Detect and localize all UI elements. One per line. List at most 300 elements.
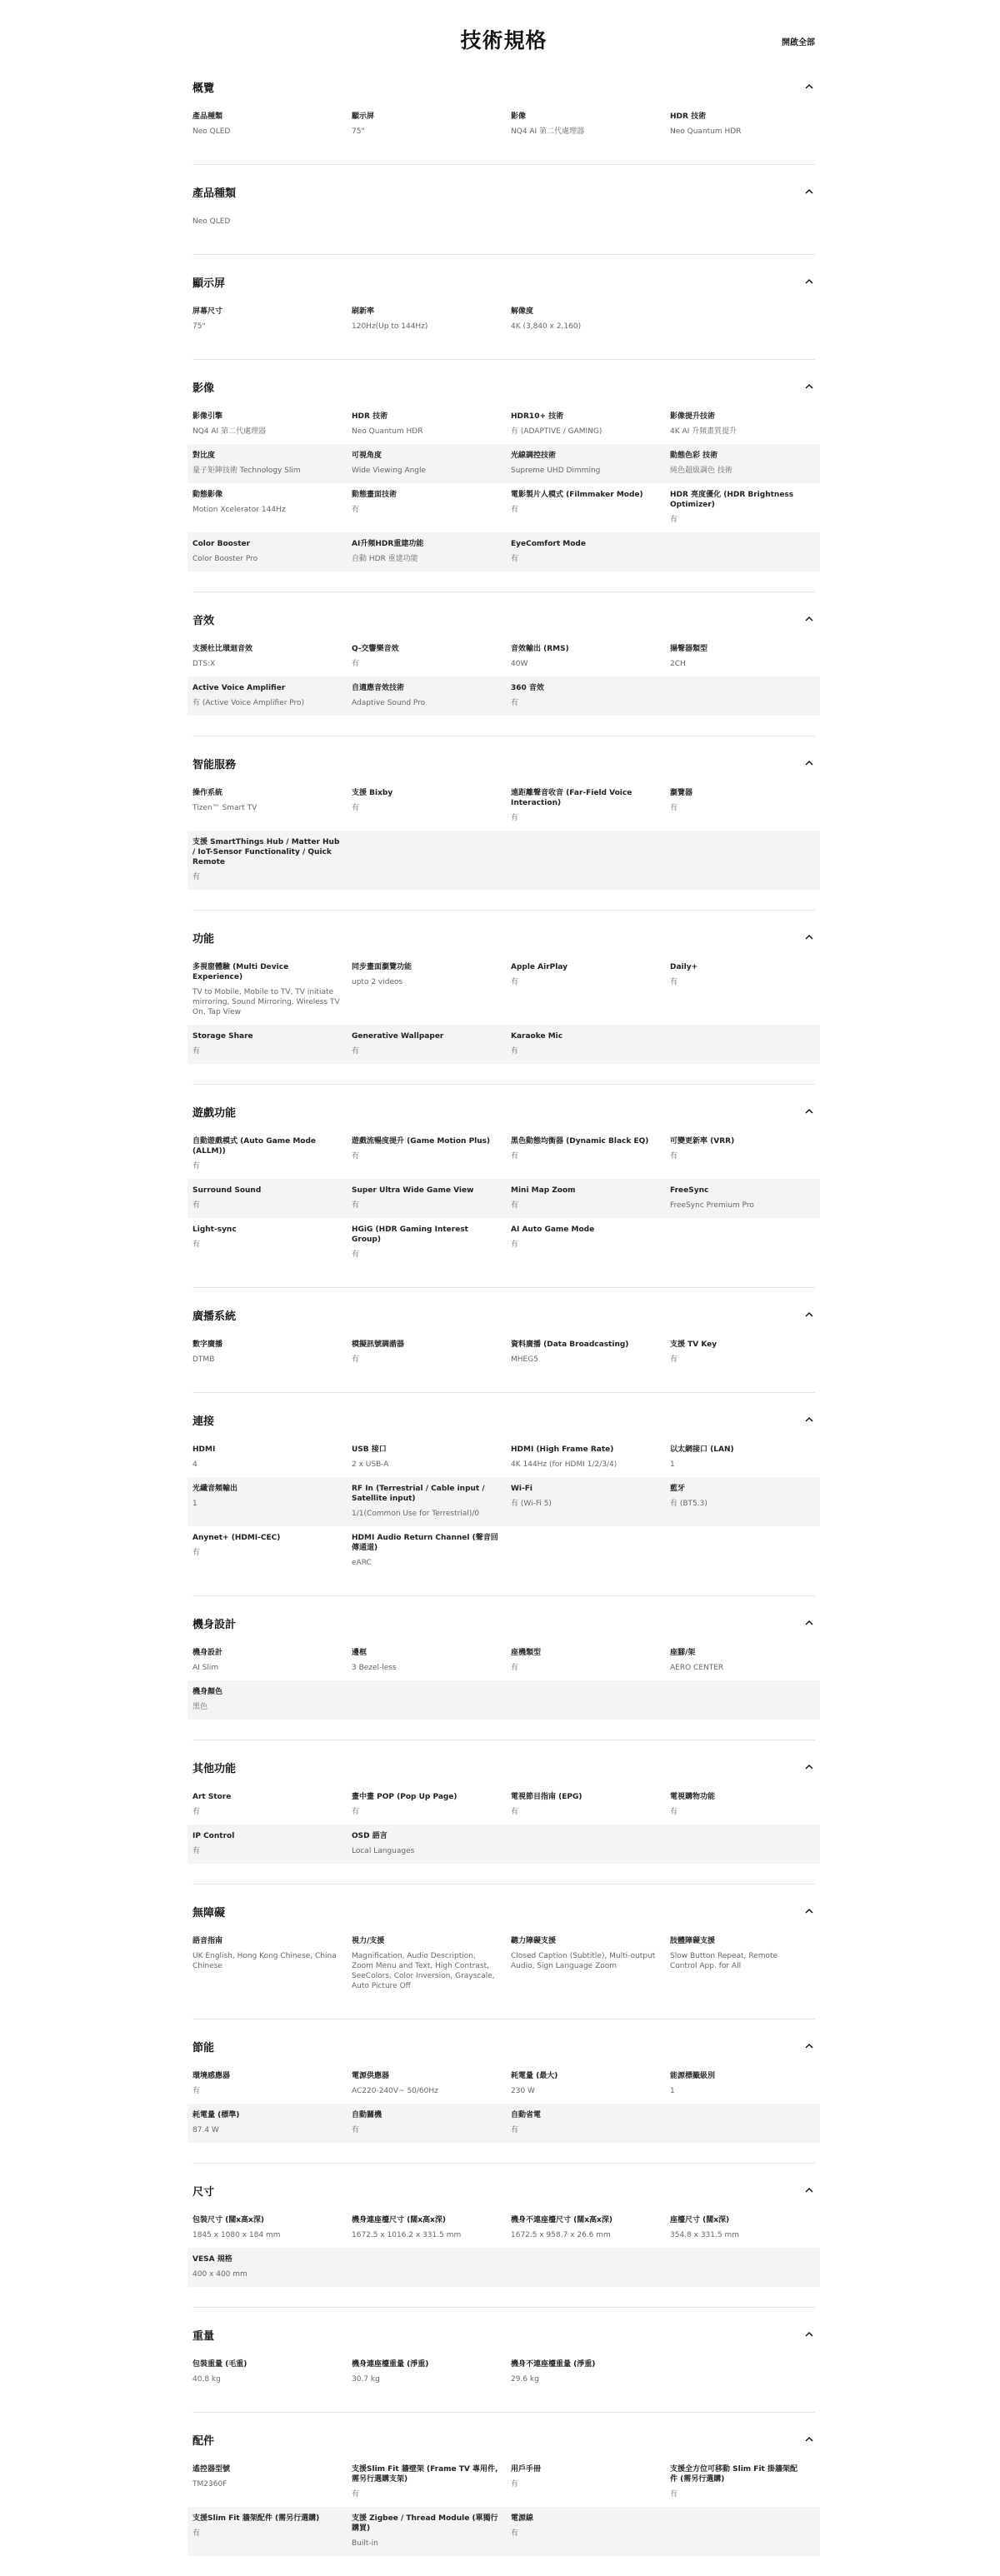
chevron-up-icon[interactable] xyxy=(803,1414,815,1425)
spec-value: 有 xyxy=(670,516,678,524)
section-header[interactable] xyxy=(192,78,815,95)
spec-value: 1845 x 1080 x 184 mm xyxy=(192,2231,281,2239)
spec-item xyxy=(352,1648,511,1673)
spec-label: 動態畫面技術 xyxy=(352,491,398,499)
spec-row xyxy=(188,1825,820,1864)
chevron-up-icon[interactable] xyxy=(803,613,815,625)
spec-label: 自適應音效技術 xyxy=(352,684,405,692)
spec-value: eARC xyxy=(352,1559,372,1567)
spec-grid xyxy=(192,1130,815,1267)
spec-label: 機身連座檯尺寸 (闊x高x深) xyxy=(352,2216,446,2224)
spec-item xyxy=(511,2071,670,2096)
spec-value: 有 xyxy=(670,978,678,986)
spec-label: Mini Map Zoom xyxy=(511,1186,576,1195)
spec-value: Neo QLED xyxy=(192,127,231,136)
spec-label: 刷新率 xyxy=(352,307,375,316)
spec-grid xyxy=(192,1930,815,1999)
spec-item xyxy=(511,1340,670,1365)
chevron-up-icon[interactable] xyxy=(803,1761,815,1773)
spec-label: 耗電量 (標準) xyxy=(192,2111,240,2119)
spec-value: 2CH xyxy=(670,660,686,668)
chevron-up-icon[interactable] xyxy=(803,186,815,197)
section-header[interactable] xyxy=(192,2182,815,2199)
spec-value: 有 xyxy=(511,2529,519,2538)
spec-value: 4K (3,840 x 2,160) xyxy=(511,322,582,331)
spec-item xyxy=(670,644,815,669)
spec-label: HDMI (High Frame Rate) xyxy=(511,1445,614,1454)
spec-item xyxy=(352,2110,511,2135)
spec-grid xyxy=(192,637,815,716)
spec-label: 電視購物功能 xyxy=(670,1793,716,1801)
spec-label: 光纖音頻輸出 xyxy=(192,1485,238,1493)
spec-value: 40W xyxy=(511,660,528,668)
spec-label: Color Booster xyxy=(192,540,251,548)
spec-label: 座檯尺寸 (闊x深) xyxy=(670,2216,730,2224)
spec-value: TM2360F xyxy=(192,2480,228,2489)
spec-item xyxy=(192,1648,352,1673)
spec-section xyxy=(192,910,815,1084)
spec-item xyxy=(511,451,670,476)
spec-value: Closed Caption (Subtitle), Multi-output Audio, Sign Language Zoom xyxy=(511,1952,656,1970)
spec-label: RF In (Terrestrial / Cable input / Satellite input) xyxy=(352,1485,485,1503)
spec-value: Slow Button Repeat, Remote Control App. for All xyxy=(670,1952,778,1970)
section-header[interactable] xyxy=(192,1306,815,1323)
spec-section xyxy=(192,1392,815,1595)
spec-item xyxy=(511,2215,670,2240)
spec-value: 1672.5 x 1016.2 x 331.5 mm xyxy=(352,2231,462,2239)
spec-grid xyxy=(192,2064,815,2143)
spec-row xyxy=(188,2104,820,2143)
spec-grid xyxy=(192,2458,815,2556)
spec-label: 可變更新率 (VRR) xyxy=(670,1137,735,1146)
spec-item xyxy=(192,1936,352,1991)
spec-label: HDR 技術 xyxy=(670,112,707,121)
spec-item xyxy=(192,2464,352,2499)
spec-item xyxy=(511,2464,670,2499)
chevron-up-icon[interactable] xyxy=(803,381,815,392)
spec-row xyxy=(192,405,815,444)
spec-value: 有 xyxy=(352,2126,360,2134)
spec-label: 聽力障礙支援 xyxy=(511,1937,557,1945)
spec-item xyxy=(192,2110,352,2135)
spec-value: 有 xyxy=(511,1664,519,1672)
spec-value: AERO CENTER xyxy=(670,1664,724,1672)
spec-item xyxy=(192,412,352,437)
section-title: 智能服務 xyxy=(192,758,237,771)
spec-item xyxy=(192,1687,352,1712)
spec-item xyxy=(352,1792,511,1817)
section-header[interactable] xyxy=(192,1759,815,1775)
spec-item xyxy=(192,837,352,882)
spec-row xyxy=(192,1526,815,1575)
spec-item xyxy=(352,307,511,332)
spec-row xyxy=(188,532,820,572)
spec-label: 360 音效 xyxy=(511,684,544,692)
spec-label: 對比度 xyxy=(192,452,216,460)
page-title: 技術規格 xyxy=(460,28,548,52)
spec-value: AC220-240V~ 50/60Hz xyxy=(352,2087,438,2095)
spec-item xyxy=(352,412,511,437)
spec-section xyxy=(192,164,815,254)
spec-item xyxy=(511,1186,670,1211)
spec-label: 畫中畫 POP (Pop Up Page) xyxy=(352,1793,458,1801)
spec-label: 能源標籤級別 xyxy=(670,2072,716,2080)
spec-item xyxy=(511,2514,670,2549)
spec-value: 有 xyxy=(352,1808,360,1816)
spec-value: 有 xyxy=(511,978,519,986)
spec-value: 120Hz(Up to 144Hz) xyxy=(352,322,428,331)
spec-label: 視力/支援 xyxy=(352,1937,385,1945)
spec-label: 支援 Zigbee / Thread Module (單獨行購買) xyxy=(352,2514,498,2533)
section-header[interactable] xyxy=(192,2326,815,2343)
spec-item xyxy=(192,1831,352,1856)
section-title: 無障礙 xyxy=(192,1906,226,1920)
spec-value: 有 xyxy=(670,1808,678,1816)
chevron-up-icon[interactable] xyxy=(803,1106,815,1117)
spec-value: 有 xyxy=(352,506,360,514)
spec-value: Supreme UHD Dimming xyxy=(511,467,601,475)
spec-row xyxy=(188,2248,820,2287)
spec-label: Super Ultra Wide Game View xyxy=(352,1186,474,1195)
spec-label: 解像度 xyxy=(511,307,534,316)
section-header[interactable] xyxy=(192,1411,815,1428)
spec-value: 230 W xyxy=(511,2087,535,2095)
spec-label: Q-交響樂音效 xyxy=(352,645,399,653)
spec-label: 支援全方位可移動 Slim Fit 掛牆架配件 (需另行選購) xyxy=(670,2465,798,2484)
spec-label: 黑色動態均衡器 (Dynamic Black EQ) xyxy=(511,1137,649,1146)
chevron-up-icon[interactable] xyxy=(803,2184,815,2196)
spec-value: Local Languages xyxy=(352,1847,415,1855)
spec-grid xyxy=(192,1438,815,1575)
chevron-up-icon[interactable] xyxy=(803,757,815,769)
spec-label: 遠距離聲音收音 (Far-Field Voice Interaction) xyxy=(511,789,632,807)
spec-row xyxy=(192,781,815,831)
spec-label: Storage Share xyxy=(192,1032,253,1041)
spec-item xyxy=(670,2215,815,2240)
spec-item xyxy=(192,1225,352,1260)
spec-label: 支援 Bixby xyxy=(352,789,393,797)
section-header[interactable] xyxy=(192,378,815,395)
spec-item xyxy=(511,1445,670,1470)
spec-item xyxy=(352,962,511,1017)
spec-item xyxy=(511,1792,670,1817)
spec-row xyxy=(188,1025,820,1064)
spec-grid xyxy=(192,105,815,144)
spec-value: 29.6 kg xyxy=(511,2375,539,2384)
spec-value: 400 x 400 mm xyxy=(192,2270,248,2279)
spec-row xyxy=(188,1477,820,1526)
spec-item xyxy=(511,2110,670,2135)
spec-row xyxy=(192,300,815,339)
spec-label: AI升頻HDR重建功能 xyxy=(352,540,424,548)
spec-row xyxy=(192,1641,815,1680)
spec-label: 電影製片人模式 (Filmmaker Mode) xyxy=(511,491,643,499)
spec-label: HDMI Audio Return Channel (聲音回傳通道) xyxy=(352,1534,498,1552)
spec-value: NQ4 AI 第二代處理器 xyxy=(511,127,585,136)
spec-grid xyxy=(192,1785,815,1864)
spec-value: 有 xyxy=(192,2087,201,2095)
spec-label: 資料廣播 (Data Broadcasting) xyxy=(511,1340,629,1349)
spec-value: 有 xyxy=(511,814,519,822)
spec-value: 量子矩陣技術 Technology Slim xyxy=(192,467,301,475)
section-header[interactable] xyxy=(192,1103,815,1120)
spec-value: 有 xyxy=(511,555,519,563)
spec-section xyxy=(192,1740,815,1884)
spec-value: NQ4 AI 第二代處理器 xyxy=(192,427,267,436)
section-title: 配件 xyxy=(192,2434,215,2448)
spec-item xyxy=(352,1136,511,1171)
spec-section xyxy=(192,254,815,359)
spec-value: Tizen™ Smart TV xyxy=(192,804,258,812)
spec-value: 有 xyxy=(352,2490,360,2499)
spec-row xyxy=(192,483,815,532)
section-header[interactable] xyxy=(192,755,815,771)
spec-grid xyxy=(192,2209,815,2287)
spec-value: DTS:X xyxy=(192,660,216,668)
section-title: 產品種類 xyxy=(192,187,237,200)
spec-value: 有 xyxy=(511,2126,519,2134)
spec-item xyxy=(192,112,352,137)
spec-row xyxy=(188,831,820,890)
spec-value: Magnification, Audio Description, Zoom Menu and Text, High Contrast, SeeColors, Color Inversion, Grayscale, Auto Picture Off xyxy=(352,1952,495,1990)
spec-section xyxy=(192,1084,815,1287)
spec-row xyxy=(192,2064,815,2104)
spec-label: 支援 SmartThings Hub / Matter Hub / IoT-Sensor Functionality / Quick Remote xyxy=(192,838,340,866)
section-title: 連接 xyxy=(192,1415,215,1428)
spec-value: Built-in xyxy=(352,2539,378,2548)
spec-row xyxy=(188,444,820,483)
spec-item xyxy=(352,788,511,823)
chevron-up-icon[interactable] xyxy=(803,1617,815,1629)
section-header[interactable] xyxy=(192,2038,815,2054)
spec-grid xyxy=(192,1333,815,1372)
spec-value: 有 (Active Voice Amplifier Pro) xyxy=(192,699,305,707)
spec-item xyxy=(352,2215,511,2240)
section-title: 音效 xyxy=(192,614,215,627)
spec-value: 有 xyxy=(670,2490,678,2499)
spec-item xyxy=(192,2359,352,2384)
spec-item xyxy=(511,1484,670,1519)
section-title: 概覽 xyxy=(192,82,215,95)
spec-value: 有 xyxy=(352,1201,360,1210)
spec-item xyxy=(192,962,352,1017)
spec-value: 75" xyxy=(352,127,365,136)
spec-value: 有 xyxy=(511,1241,519,1249)
spec-value: 2 x USB-A xyxy=(352,1460,389,1469)
spec-row xyxy=(188,676,820,716)
spec-value: 4K AI 升頻畫質提升 xyxy=(670,427,738,436)
spec-value: 354.8 x 331.5 mm xyxy=(670,2231,739,2239)
spec-label: 自動遊戲模式 (Auto Game Mode (ALLM)) xyxy=(192,1137,316,1156)
spec-item xyxy=(352,451,511,476)
spec-label: 光線調控技術 xyxy=(511,452,557,460)
spec-row xyxy=(192,1785,815,1825)
spec-label: Surround Sound xyxy=(192,1186,262,1195)
spec-value: 30.7 kg xyxy=(352,2375,380,2384)
spec-label: 模擬訊號調諧器 xyxy=(352,1340,405,1349)
spec-label: 自動關機 xyxy=(352,2111,382,2119)
spec-section xyxy=(192,592,815,736)
spec-item xyxy=(352,1225,511,1260)
spec-value: 有 xyxy=(511,1808,519,1816)
page-header xyxy=(192,0,815,78)
section-header[interactable] xyxy=(192,1615,815,1631)
spec-item xyxy=(192,217,352,227)
chevron-up-icon[interactable] xyxy=(803,81,815,92)
spec-label: 機身連座檯重量 (淨重) xyxy=(352,2360,429,2369)
spec-label: 電源線 xyxy=(511,2514,534,2523)
section-title: 機身設計 xyxy=(192,1618,237,1631)
spec-item xyxy=(670,962,815,1017)
chevron-up-icon[interactable] xyxy=(803,1309,815,1320)
spec-value: 有 xyxy=(192,873,201,881)
spec-value: 有 xyxy=(670,1152,678,1161)
spec-value: TV to Mobile, Mobile to TV, TV initiate mirroring, Sound Mirroring, Wireless TV On, Tap View xyxy=(192,988,340,1016)
spec-value: 有 xyxy=(352,1251,360,1259)
spec-item xyxy=(192,2071,352,2096)
spec-value: Neo Quantum HDR xyxy=(352,427,423,436)
spec-label: 支援杜比環迴音效 xyxy=(192,645,253,653)
spec-item xyxy=(670,1445,815,1470)
spec-value: Wide Viewing Angle xyxy=(352,467,427,475)
section-header[interactable] xyxy=(192,183,815,200)
spec-item xyxy=(192,307,352,332)
spec-grid xyxy=(192,405,815,572)
spec-label: VESA 規格 xyxy=(192,2255,232,2264)
spec-item xyxy=(511,539,670,564)
spec-item xyxy=(670,112,815,137)
spec-item xyxy=(352,1186,511,1211)
spec-section xyxy=(192,1595,815,1740)
spec-label: Active Voice Amplifier xyxy=(192,684,286,692)
spec-item xyxy=(670,1648,815,1673)
spec-item xyxy=(670,788,815,823)
spec-label: Anynet+ (HDMI-CEC) xyxy=(192,1534,281,1542)
spec-label: 支援Slim Fit 牆架配件 (需另行選購) xyxy=(192,2514,320,2523)
spec-label: EyeComfort Mode xyxy=(511,540,586,548)
section-header[interactable] xyxy=(192,273,815,290)
spec-item xyxy=(511,2359,670,2384)
spec-value: 有 xyxy=(352,1152,360,1161)
spec-label: 動態色彩 技術 xyxy=(670,452,718,460)
spec-label: 以太網接口 (LAN) xyxy=(670,1445,734,1454)
spec-section xyxy=(192,736,815,910)
section-title: 影像 xyxy=(192,382,215,395)
spec-item xyxy=(192,1031,352,1056)
spec-label: 揚聲器類型 xyxy=(670,645,708,653)
spec-row xyxy=(192,2209,815,2248)
spec-item xyxy=(670,451,815,476)
spec-row xyxy=(192,637,815,676)
spec-item xyxy=(670,1136,815,1171)
spec-item xyxy=(670,1792,815,1817)
spec-item xyxy=(511,1031,670,1056)
expand-all-link[interactable]: 開啟全部 xyxy=(782,38,815,47)
spec-value: 有 xyxy=(352,660,360,668)
spec-label: 可視角度 xyxy=(352,452,382,460)
spec-section xyxy=(192,2019,815,2163)
spec-item xyxy=(192,1484,352,1519)
spec-value: 有 xyxy=(192,1241,201,1249)
spec-value: 有 xyxy=(352,1047,360,1056)
spec-item xyxy=(192,1533,352,1568)
spec-value: 1/1(Common Use for Terrestrial)/0 xyxy=(352,1510,480,1518)
spec-item xyxy=(670,1340,815,1365)
section-header[interactable] xyxy=(192,2431,815,2448)
spec-value: Neo QLED xyxy=(192,217,231,226)
spec-value: 1672.5 x 958.7 x 26.6 mm xyxy=(511,2231,611,2239)
chevron-up-icon[interactable] xyxy=(803,2434,815,2445)
spec-value: 有 xyxy=(670,1355,678,1364)
spec-section xyxy=(192,2412,815,2576)
spec-label: Daily+ xyxy=(670,963,698,971)
spec-row xyxy=(192,2458,815,2507)
chevron-up-icon[interactable] xyxy=(803,2329,815,2340)
spec-label: 產品種類 xyxy=(192,112,223,121)
section-header[interactable] xyxy=(192,929,815,946)
section-header[interactable] xyxy=(192,611,815,627)
spec-label: 機身不連座檯重量 (淨重) xyxy=(511,2360,596,2369)
spec-label: HDR 亮度優化 (HDR Brightness Optimizer) xyxy=(670,491,794,509)
spec-value: 有 xyxy=(511,506,519,514)
spec-value: 87.4 W xyxy=(192,2126,219,2134)
spec-label: 遊戲流暢度提升 (Game Motion Plus) xyxy=(352,1137,491,1146)
spec-value: 有 (Wi-Fi 5) xyxy=(511,1500,552,1508)
spec-row xyxy=(192,210,815,234)
spec-label: 藍牙 xyxy=(670,1485,686,1493)
spec-value: 有 xyxy=(511,1047,519,1056)
spec-label: Art Store xyxy=(192,1793,232,1801)
chevron-up-icon[interactable] xyxy=(803,2040,815,2052)
spec-label: Light-sync xyxy=(192,1226,237,1234)
section-header[interactable] xyxy=(192,1903,815,1920)
chevron-up-icon[interactable] xyxy=(803,276,815,287)
spec-item xyxy=(192,1136,352,1171)
chevron-up-icon[interactable] xyxy=(803,931,815,943)
spec-label: FreeSync xyxy=(670,1186,709,1195)
spec-value: 3 Bezel-less xyxy=(352,1664,397,1672)
spec-label: USB 接口 xyxy=(352,1445,387,1454)
spec-item xyxy=(192,2215,352,2240)
spec-label: 影像提升技術 xyxy=(670,412,716,421)
spec-value: 4 xyxy=(192,1460,198,1469)
spec-section xyxy=(192,1287,815,1392)
chevron-up-icon[interactable] xyxy=(803,1905,815,1917)
section-title: 廣播系統 xyxy=(192,1310,237,1323)
spec-item xyxy=(192,683,352,708)
spec-value: UK English, Hong Kong Chinese, China Chinese xyxy=(192,1952,337,1970)
spec-label: 音效輸出 (RMS) xyxy=(511,645,569,653)
spec-label: 數字廣播 xyxy=(192,1340,223,1349)
spec-grid xyxy=(192,781,815,890)
spec-item xyxy=(352,1533,511,1568)
spec-row xyxy=(192,956,815,1025)
spec-value: 1 xyxy=(670,2087,675,2095)
spec-item xyxy=(670,1936,815,1991)
spec-label: HGiG (HDR Gaming Interest Group) xyxy=(352,1226,468,1244)
spec-value: 黑色 xyxy=(192,1703,208,1711)
spec-item xyxy=(511,490,670,525)
spec-value: 40.8 kg xyxy=(192,2375,221,2384)
spec-item xyxy=(192,490,352,525)
spec-value: 4K 144Hz (for HDMI 1/2/3/4) xyxy=(511,1460,618,1469)
spec-value: FreeSync Premium Pro xyxy=(670,1201,754,1210)
spec-value: 自動 HDR 重建功能 xyxy=(352,555,418,563)
spec-section xyxy=(192,2163,815,2307)
spec-row xyxy=(192,1218,815,1267)
spec-row xyxy=(192,2353,815,2392)
section-title: 尺寸 xyxy=(192,2185,215,2199)
